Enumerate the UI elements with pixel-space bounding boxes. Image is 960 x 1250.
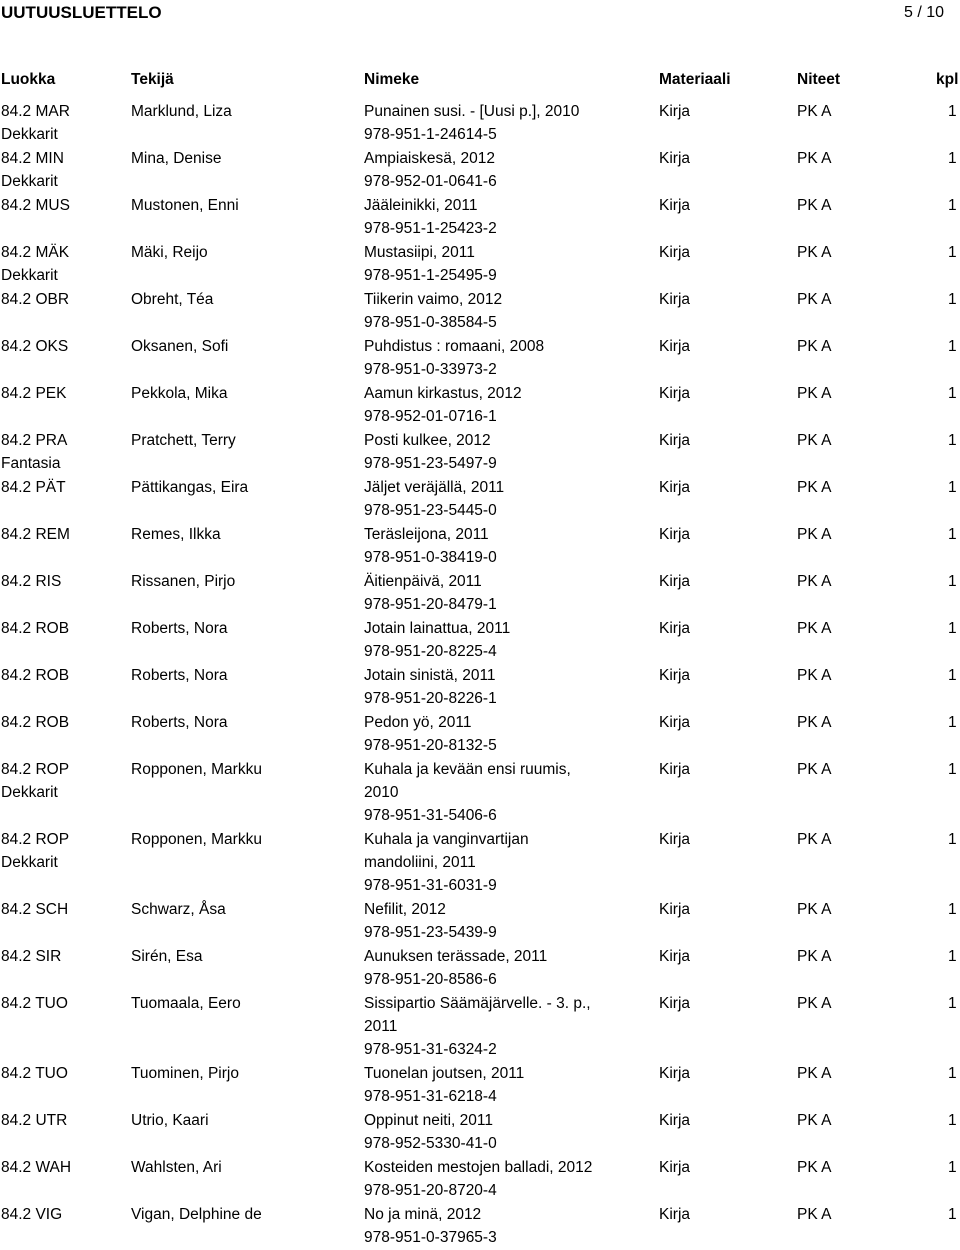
class-cell: [1, 758, 69, 804]
table-row: [0, 828, 960, 898]
title-cell-line: 978-951-31-5406-6: [364, 807, 497, 824]
title-cell: [364, 992, 654, 1061]
author-cell: Sirén, Esa: [131, 948, 203, 965]
location-cell: PK A: [797, 1206, 832, 1223]
title-cell-line: 978-951-1-24614-5: [364, 126, 497, 143]
count-cell: 1: [948, 620, 957, 637]
class-cell-line: 84.2 OBR: [1, 291, 70, 308]
count-cell: 1: [948, 479, 957, 496]
class-cell: [1, 898, 68, 921]
column-header-material: Materiaali: [659, 71, 731, 88]
title-cell-line: Kuhala ja vanginvartijan: [364, 831, 529, 848]
title-cell-line: Sissipartio Säämäjärvelle. - 3. p.,: [364, 995, 591, 1012]
author-cell: Mina, Denise: [131, 150, 222, 167]
title-cell: [364, 570, 654, 616]
class-cell-line: 84.2 PÄT: [1, 479, 66, 496]
count-cell: 1: [948, 385, 957, 402]
author-cell: Mustonen, Enni: [131, 197, 239, 214]
author-cell: Pekkola, Mika: [131, 385, 228, 402]
title-cell-line: 978-952-5330-41-0: [364, 1135, 497, 1152]
title-cell-line: Jotain sinistä, 2011: [364, 667, 496, 684]
class-cell-line: 84.2 SIR: [1, 948, 62, 965]
count-cell: 1: [948, 1159, 957, 1176]
title-cell-line: 978-951-20-8479-1: [364, 596, 497, 613]
location-cell: PK A: [797, 667, 832, 684]
count-cell: 1: [948, 103, 957, 120]
class-cell-line: 84.2 WAH: [1, 1159, 72, 1176]
title-cell: [364, 147, 654, 193]
class-cell-line: 84.2 VIG: [1, 1206, 63, 1223]
author-cell: Oksanen, Sofi: [131, 338, 229, 355]
title-cell: [364, 100, 654, 146]
table-row: [0, 992, 960, 1062]
location-cell: PK A: [797, 1112, 832, 1129]
location-cell: PK A: [797, 761, 832, 778]
title-cell: [364, 758, 654, 827]
title-cell: [364, 664, 654, 710]
class-cell: [1, 1203, 62, 1226]
title-cell-line: Ampiaiskesä, 2012: [364, 150, 495, 167]
title-cell-line: Mustasiipi, 2011: [364, 244, 475, 261]
title-cell-line: 978-952-01-0641-6: [364, 173, 497, 190]
author-cell: Utrio, Kaari: [131, 1112, 209, 1129]
count-cell: 1: [948, 197, 957, 214]
page-number: 5 / 10: [903, 4, 944, 21]
class-cell: [1, 617, 69, 640]
title-cell-line: 978-951-20-8225-4: [364, 643, 497, 660]
location-cell: PK A: [797, 714, 832, 731]
author-cell: Marklund, Liza: [131, 103, 232, 120]
count-cell: 1: [948, 948, 957, 965]
author-cell: Vigan, Delphine de: [131, 1206, 262, 1223]
title-cell-line: Tuonelan joutsen, 2011: [364, 1065, 525, 1082]
class-cell-line: 84.2 ROB: [1, 667, 70, 684]
location-cell: PK A: [797, 1159, 832, 1176]
title-cell-line: Nefilit, 2012: [364, 901, 446, 918]
count-cell: 1: [948, 338, 957, 355]
class-cell-line: Dekkarit: [1, 267, 58, 284]
author-cell: Tuominen, Pirjo: [131, 1065, 239, 1082]
class-cell-line: 84.2 TUO: [1, 995, 68, 1012]
title-cell-line: 978-951-0-38419-0: [364, 549, 497, 566]
location-cell: PK A: [797, 338, 832, 355]
title-cell: [364, 1203, 654, 1249]
title-cell-line: Kosteiden mestojen balladi, 2012: [364, 1159, 593, 1176]
class-cell-line: 84.2 OKS: [1, 338, 69, 355]
author-cell: Obreht, Téa: [131, 291, 214, 308]
title-cell-line: Puhdistus : romaani, 2008: [364, 338, 545, 355]
class-cell: [1, 288, 69, 311]
class-cell: [1, 1156, 71, 1179]
title-cell: [364, 429, 654, 475]
column-header-count: kpl: [936, 71, 959, 88]
title-cell-line: 978-951-0-37965-3: [364, 1229, 497, 1246]
class-cell: [1, 711, 69, 734]
count-cell: 1: [948, 1065, 957, 1082]
location-cell: PK A: [797, 995, 832, 1012]
location-cell: PK A: [797, 103, 832, 120]
material-cell: Kirja: [659, 714, 691, 731]
class-cell-line: Fantasia: [1, 455, 61, 472]
table-row: [0, 1062, 960, 1109]
material-cell: Kirja: [659, 948, 691, 965]
table-row: [0, 945, 960, 992]
author-cell: Mäki, Reijo: [131, 244, 208, 261]
title-cell: [364, 617, 654, 663]
table-row: [0, 523, 960, 570]
author-cell: Schwarz, Åsa: [131, 901, 226, 918]
class-cell-line: Dekkarit: [1, 854, 58, 871]
class-cell-line: 84.2 PRA: [1, 432, 68, 449]
class-cell-line: Dekkarit: [1, 173, 58, 190]
location-cell: PK A: [797, 385, 832, 402]
table-row: [0, 1156, 960, 1203]
title-cell-line: 978-951-31-6324-2: [364, 1041, 497, 1058]
title-cell-line: 2010: [364, 784, 399, 801]
count-cell: 1: [948, 244, 957, 261]
table-row: [0, 1203, 960, 1250]
title-cell-line: Punainen susi. - [Uusi p.], 2010: [364, 103, 580, 120]
title-cell-line: Jotain lainattua, 2011: [364, 620, 511, 637]
class-cell-line: 84.2 MÄK: [1, 244, 70, 261]
title-cell-line: 978-951-31-6031-9: [364, 877, 497, 894]
class-cell-line: 84.2 MIN: [1, 150, 64, 167]
class-cell: [1, 241, 69, 287]
material-cell: Kirja: [659, 103, 691, 120]
material-cell: Kirja: [659, 385, 691, 402]
table-row: [0, 288, 960, 335]
title-cell-line: Aunuksen terässade, 2011: [364, 948, 548, 965]
class-cell: [1, 828, 69, 874]
class-cell: [1, 570, 61, 593]
title-cell: [364, 241, 654, 287]
table-row: [0, 617, 960, 664]
material-cell: Kirja: [659, 761, 691, 778]
title-cell-line: Aamun kirkastus, 2012: [364, 385, 522, 402]
class-cell-line: 84.2 RIS: [1, 573, 62, 590]
class-cell: [1, 429, 67, 475]
author-cell: Wahlsten, Ari: [131, 1159, 222, 1176]
title-cell-line: Posti kulkee, 2012: [364, 432, 491, 449]
column-header-title: Nimeke: [364, 71, 420, 88]
class-cell: [1, 523, 70, 546]
material-cell: Kirja: [659, 573, 691, 590]
title-cell: [364, 945, 654, 991]
material-cell: Kirja: [659, 479, 691, 496]
author-cell: Ropponen, Markku: [131, 831, 262, 848]
title-cell-line: 978-952-01-0716-1: [364, 408, 497, 425]
class-cell: [1, 382, 67, 405]
material-cell: Kirja: [659, 1112, 691, 1129]
class-cell: [1, 664, 69, 687]
location-cell: PK A: [797, 479, 832, 496]
table-row: [0, 711, 960, 758]
class-cell-line: 84.2 ROP: [1, 831, 70, 848]
count-cell: 1: [948, 667, 957, 684]
class-cell: [1, 147, 64, 193]
class-cell: [1, 945, 61, 968]
count-cell: 1: [948, 714, 957, 731]
author-cell: Rissanen, Pirjo: [131, 573, 236, 590]
count-cell: 1: [948, 1206, 957, 1223]
title-cell-line: Jäljet veräjällä, 2011: [364, 479, 505, 496]
table-row: [0, 335, 960, 382]
table-row: [0, 476, 960, 523]
material-cell: Kirja: [659, 1206, 691, 1223]
class-cell-line: Dekkarit: [1, 784, 58, 801]
location-cell: PK A: [797, 1065, 832, 1082]
table-row: [0, 382, 960, 429]
location-cell: PK A: [797, 526, 832, 543]
title-cell-line: 978-951-1-25495-9: [364, 267, 497, 284]
class-cell-line: Dekkarit: [1, 126, 58, 143]
title-cell-line: 978-951-31-6218-4: [364, 1088, 497, 1105]
class-cell-line: 84.2 ROB: [1, 714, 70, 731]
location-cell: PK A: [797, 948, 832, 965]
title-cell-line: Äitienpäivä, 2011: [364, 573, 482, 590]
count-cell: 1: [948, 761, 957, 778]
author-cell: Roberts, Nora: [131, 620, 228, 637]
title-cell-line: Teräsleijona, 2011: [364, 526, 489, 543]
title-cell-line: 978-951-23-5439-9: [364, 924, 497, 941]
class-cell-line: 84.2 ROP: [1, 761, 70, 778]
material-cell: Kirja: [659, 432, 691, 449]
material-cell: Kirja: [659, 291, 691, 308]
title-cell: [364, 288, 654, 334]
title-cell: [364, 1109, 654, 1155]
table-row: [0, 898, 960, 945]
location-cell: PK A: [797, 432, 832, 449]
column-header-copies: Niteet: [797, 71, 841, 88]
material-cell: Kirja: [659, 1065, 691, 1082]
table-row: [0, 147, 960, 194]
material-cell: Kirja: [659, 197, 691, 214]
author-cell: Ropponen, Markku: [131, 761, 262, 778]
material-cell: Kirja: [659, 831, 691, 848]
title-cell-line: 978-951-1-25423-2: [364, 220, 497, 237]
location-cell: PK A: [797, 573, 832, 590]
title-cell-line: Oppinut neiti, 2011: [364, 1112, 493, 1129]
title-cell-line: 978-951-20-8226-1: [364, 690, 497, 707]
author-cell: Tuomaala, Eero: [131, 995, 241, 1012]
title-cell-line: Tiikerin vaimo, 2012: [364, 291, 503, 308]
material-cell: Kirja: [659, 995, 691, 1012]
title-cell: [364, 828, 654, 897]
class-cell: [1, 476, 66, 499]
document-title: UUTUUSLUETTELO: [1, 3, 162, 22]
count-cell: 1: [948, 573, 957, 590]
class-cell: [1, 335, 68, 358]
title-cell-line: 978-951-0-33973-2: [364, 361, 497, 378]
class-cell: [1, 100, 70, 146]
title-cell: [364, 476, 654, 522]
title-cell-line: 978-951-23-5497-9: [364, 455, 497, 472]
class-cell-line: 84.2 MAR: [1, 103, 70, 120]
location-cell: PK A: [797, 291, 832, 308]
title-cell-line: 978-951-23-5445-0: [364, 502, 497, 519]
material-cell: Kirja: [659, 901, 691, 918]
class-cell-line: 84.2 MUS: [1, 197, 70, 214]
location-cell: PK A: [797, 197, 832, 214]
title-cell-line: Jääleinikki, 2011: [364, 197, 478, 214]
author-cell: Remes, Ilkka: [131, 526, 221, 543]
title-cell-line: 978-951-20-8586-6: [364, 971, 497, 988]
title-cell: [364, 711, 654, 757]
location-cell: PK A: [797, 831, 832, 848]
title-cell-line: Kuhala ja kevään ensi ruumis,: [364, 761, 571, 778]
count-cell: 1: [948, 291, 957, 308]
class-cell-line: 84.2 REM: [1, 526, 70, 543]
count-cell: 1: [948, 150, 957, 167]
table-row: [0, 570, 960, 617]
title-cell: [364, 194, 654, 240]
material-cell: Kirja: [659, 620, 691, 637]
class-cell-line: 84.2 TUO: [1, 1065, 68, 1082]
class-cell: [1, 194, 70, 217]
title-cell: [364, 1156, 654, 1202]
table-header: [0, 68, 960, 91]
title-cell-line: mandoliini, 2011: [364, 854, 476, 871]
title-cell: [364, 898, 654, 944]
catalog-list: [0, 100, 960, 1250]
title-cell: [364, 1062, 654, 1108]
title-cell-line: Pedon yö, 2011: [364, 714, 472, 731]
title-cell-line: 978-951-20-8720-4: [364, 1182, 497, 1199]
material-cell: Kirja: [659, 338, 691, 355]
author-cell: Roberts, Nora: [131, 714, 228, 731]
material-cell: Kirja: [659, 667, 691, 684]
author-cell: Pratchett, Terry: [131, 432, 236, 449]
author-cell: Pättikangas, Eira: [131, 479, 249, 496]
author-cell: Roberts, Nora: [131, 667, 228, 684]
column-header-author: Tekijä: [131, 71, 174, 88]
table-row: [0, 758, 960, 828]
title-cell: [364, 335, 654, 381]
count-cell: 1: [948, 901, 957, 918]
material-cell: Kirja: [659, 244, 691, 261]
title-cell-line: 978-951-20-8132-5: [364, 737, 497, 754]
class-cell-line: 84.2 UTR: [1, 1112, 68, 1129]
title-cell-line: 978-951-0-38584-5: [364, 314, 497, 331]
table-row: [0, 241, 960, 288]
title-cell: [364, 523, 654, 569]
column-header-class: Luokka: [1, 71, 56, 88]
location-cell: PK A: [797, 901, 832, 918]
location-cell: PK A: [797, 150, 832, 167]
class-cell-line: 84.2 ROB: [1, 620, 70, 637]
location-cell: PK A: [797, 620, 832, 637]
class-cell: [1, 992, 68, 1015]
table-row: [0, 1109, 960, 1156]
class-cell-line: 84.2 PEK: [1, 385, 67, 402]
material-cell: Kirja: [659, 1159, 691, 1176]
count-cell: 1: [948, 995, 957, 1012]
class-cell: [1, 1109, 67, 1132]
count-cell: 1: [948, 432, 957, 449]
count-cell: 1: [948, 831, 957, 848]
title-cell-line: No ja minä, 2012: [364, 1206, 482, 1223]
count-cell: 1: [948, 1112, 957, 1129]
table-row: [0, 100, 960, 147]
location-cell: PK A: [797, 244, 832, 261]
count-cell: 1: [948, 526, 957, 543]
material-cell: Kirja: [659, 150, 691, 167]
title-cell: [364, 382, 654, 428]
table-row: [0, 429, 960, 476]
table-row: [0, 664, 960, 711]
material-cell: Kirja: [659, 526, 691, 543]
class-cell: [1, 1062, 68, 1085]
title-cell-line: 2011: [364, 1018, 398, 1035]
class-cell-line: 84.2 SCH: [1, 901, 69, 918]
table-row: [0, 194, 960, 241]
